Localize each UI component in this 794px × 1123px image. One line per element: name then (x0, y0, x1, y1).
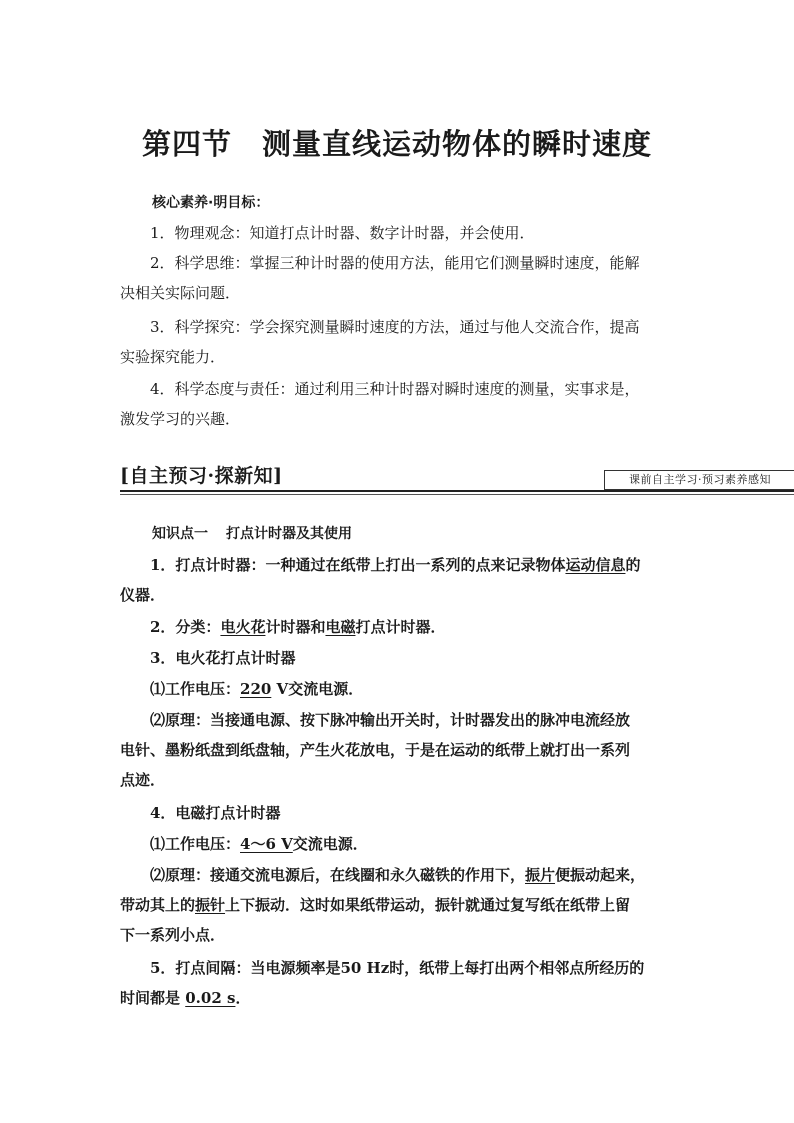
blank-answer: 0.02 s (185, 989, 236, 1007)
objective-4: 4．科学态度与责任：通过利用三种计时器对瞬时速度的测量，实事求是， 激发学习的兴趣． (120, 380, 640, 428)
section-divider-thin (120, 494, 794, 495)
knowledge-point-heading: 知识点一 打点计时器及其使用 (152, 526, 352, 542)
section-divider (120, 490, 794, 492)
paragraph-em-principle: ⑵原理：接通交流电源后，在线圈和永久磁铁的作用下，振片便振动起来， 带动其上的振针上下振动．这时如果纸带运动，振针就通过复写纸在纸带上留 下一系列小点． (120, 866, 646, 944)
blank-answer: 振针 (195, 896, 226, 914)
paragraph-spark-principle: ⑵原理：当接通电源、按下脉冲输出开关时，计时器发出的脉冲电流经放 电针、墨粉纸盘到纸盘轴，产生火花放电，于是在运动的纸带上就打出一系列 点迹． (120, 711, 631, 789)
section-heading: [自主预习·探新知] (120, 465, 283, 487)
blank-answer: 4～6 V (240, 835, 293, 853)
paragraph-dot-interval: 5．打点间隔：当电源频率是50 Hz时，纸带上每打出两个相邻点所经历的 时间都是 0.02 s． (120, 959, 645, 1007)
page-title (0, 122, 794, 163)
subheading-electromagnetic-timer: 4．电磁打点计时器 (150, 804, 281, 822)
subheading-spark-timer: 3．电火花打点计时器 (150, 649, 296, 667)
paragraph-timer-definition: 1．打点计时器：一种通过在纸带上打出一系列的点来记录物体运动信息的 仪器． (120, 556, 641, 604)
objectives-heading: 核心素养·明目标： (152, 195, 270, 211)
section-badge: 课前自主学习·预习素养感知 (604, 470, 794, 490)
blank-answer: 220 (240, 680, 272, 698)
blank-answer: 振片 (525, 866, 556, 884)
paragraph-spark-voltage: ⑴工作电压：220 V交流电源． (150, 680, 364, 698)
title-section-number: 第四节 (141, 127, 232, 161)
paragraph-classification: 2．分类：电火花计时器和电磁打点计时器． (150, 618, 446, 636)
blank-answer: 电火花 (220, 618, 266, 636)
objective-2: 2．科学思维：掌握三种计时器的使用方法，能用它们测量瞬时速度，能解 决相关实际问题． (120, 254, 640, 302)
title-topic: 测量直线运动物体的瞬时速度 (262, 127, 653, 161)
blank-answer: 运动信息 (565, 556, 626, 574)
objective-1: 1．物理观念：知道打点计时器、数字计时器，并会使用． (150, 224, 535, 242)
objective-3: 3．科学探究：学会探究测量瞬时速度的方法，通过与他人交流合作，提高 实验探究能力． (120, 318, 640, 366)
paragraph-em-voltage: ⑴工作电压：4～6 V交流电源． (150, 835, 368, 853)
blank-answer: 电磁 (325, 618, 356, 636)
